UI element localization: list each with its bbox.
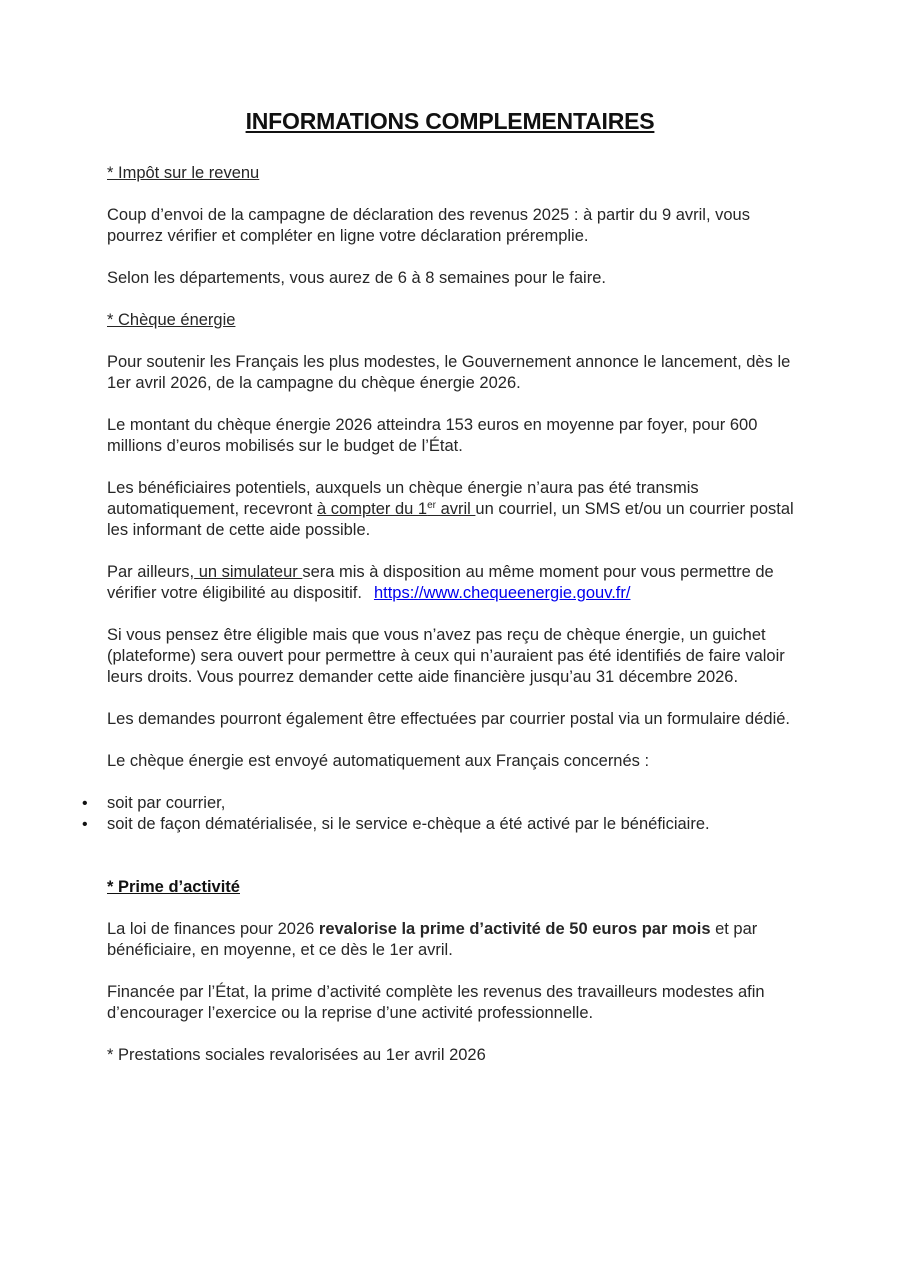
paragraph-cheque-7: Le chèque énergie est envoyé automatiquement aux Français concernés : bbox=[107, 752, 650, 770]
section-heading-prestations: * Prestations sociales revalorisées au 1er avril 2026 bbox=[107, 1046, 486, 1064]
paragraph-cheque-4-end: sera mis à disposition au même moment pour vous permettre de vérifier votre éligibilité au dispositif. bbox=[107, 563, 774, 602]
cheque-energie-link[interactable]: https://www.chequeenergie.gouv.fr/ bbox=[373, 584, 631, 602]
paragraph-cheque-4-start: Par ailleurs, bbox=[107, 563, 195, 581]
section-heading-cheque: * Chèque énergie bbox=[107, 311, 236, 329]
date-underlined bbox=[317, 500, 475, 518]
paragraph-prime-1 bbox=[107, 919, 797, 961]
paragraph-prime-1-start: La loi de finances pour 2026 bbox=[107, 920, 319, 938]
list-item bbox=[82, 814, 797, 835]
page-title: INFORMATIONS COMPLEMENTAIRES bbox=[245, 108, 655, 134]
paragraph-cheque-6: Les demandes pourront également être effectuées par courrier postal via un formulaire dédié. bbox=[107, 710, 791, 728]
list-item bbox=[82, 793, 797, 814]
paragraph-cheque-1: Pour soutenir les Français les plus modestes, le Gouvernement annonce le lancement, dès le 1er avril 2026, de la campagne du chèque énergie 2026. bbox=[107, 353, 791, 392]
paragraph-impot-2: Selon les départements, vous aurez de 6 à 8 semaines pour le faire. bbox=[107, 269, 606, 287]
paragraph-cheque-3 bbox=[107, 478, 797, 541]
section-heading-prime: * Prime d’activité bbox=[107, 878, 240, 896]
date-superscript: er bbox=[427, 500, 436, 511]
paragraph-cheque-3-start: Les bénéficiaires potentiels, auxquels un chèque énergie n’aura pas été transmis automatiquement, recevront bbox=[107, 479, 699, 518]
paragraph-prime-1-bold: revalorise la prime d’activité de 50 euros par mois bbox=[318, 920, 711, 938]
list-item-text: soit de façon dématérialisée, si le service e-chèque a été activé par le bénéficiaire. bbox=[107, 815, 710, 833]
paragraph-cheque-3-end: un courriel, un SMS et/ou un courrier postal les informant de cette aide possible. bbox=[107, 500, 794, 539]
paragraph-cheque-2: Le montant du chèque énergie 2026 atteindra 153 euros en moyenne par foyer, pour 600 millions d’euros mobilisés sur le budget de l’État. bbox=[107, 416, 758, 455]
paragraph-prime-1-end: et par bénéficiaire, en moyenne, et ce dès le 1er avril. bbox=[107, 920, 758, 959]
section-heading-impot: * Impôt sur le revenu bbox=[107, 164, 260, 182]
date-text: à compter du 1 bbox=[317, 500, 428, 518]
bullet-icon: • bbox=[82, 816, 88, 833]
spacer bbox=[107, 835, 797, 877]
paragraph-impot-1: Coup d’envoi de la campagne de déclaration des revenus 2025 : à partir du 9 avril, vous pourrez vérifier et compléter en ligne votre déclaration préremplie. bbox=[107, 206, 750, 245]
paragraph-prime-2: Financée par l’État, la prime d’activité complète les revenus des travailleurs modestes afin d’encourager l’exercice ou la reprise d’une activité professionnelle. bbox=[107, 983, 765, 1022]
paragraph-cheque-5: Si vous pensez être éligible mais que vous n’avez pas reçu de chèque énergie, un guichet (plateforme) sera ouvert pour permettre à ceux qui n’auraient pas été identifiés de faire valoir leurs droits. Vous pourrez demander cette aide financière jusqu’au 31 décembre 2026. bbox=[107, 626, 785, 686]
simulator-underlined: un simulateur bbox=[194, 563, 303, 581]
paragraph-cheque-4 bbox=[107, 562, 797, 604]
document-body bbox=[82, 163, 797, 1087]
bullet-icon: • bbox=[82, 795, 88, 812]
date-month: avril bbox=[436, 500, 476, 518]
list-item-text: soit par courrier, bbox=[107, 794, 226, 812]
bullet-list bbox=[82, 793, 797, 835]
